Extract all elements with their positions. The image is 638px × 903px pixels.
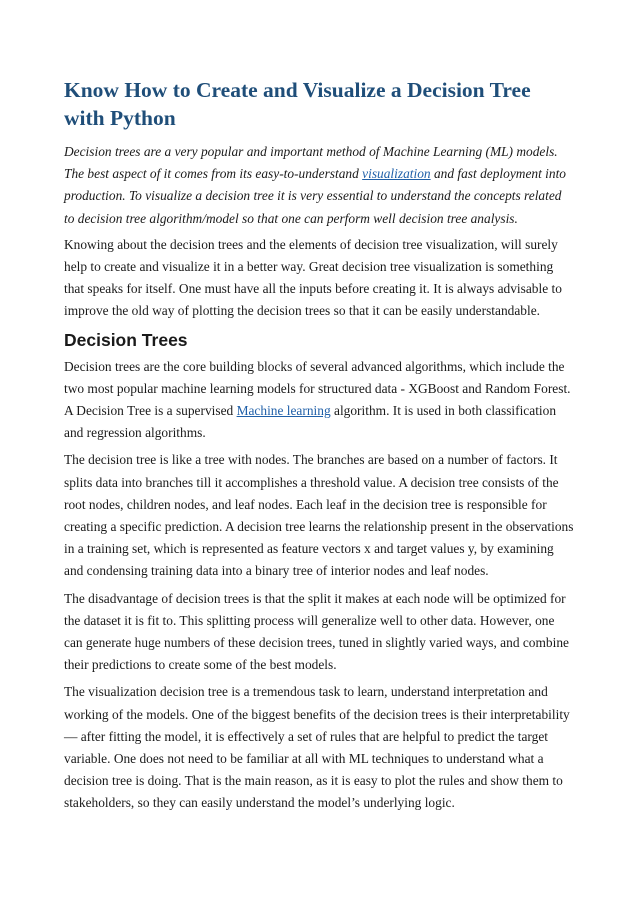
- paragraph-1: Knowing about the decision trees and the elements of decision tree visualization, will surely help to create and visualize it in a better way. Great decision tree visualization is something that speaks for itself. One must have all the inputs before creating it. It is always advisable to improve the old way of plotting the decision trees so that it can be easily understandable.: [64, 236, 562, 319]
- paragraph-5: The visualization decision tree is a tremendous task to learn, understand interpretation and working of the models. One of the biggest benefits of the decision trees is their interpretability — after fitting the model, it is effectively a set of rules that are helpful to predict the target variable. One does not need to be familiar at all with ML techniques to understand what a decision tree is doing. That is the main reason, as it is easy to plot the rules and show them to stakeholders, so they can easily understand the model’s underlying logic.: [64, 684, 570, 811]
- paragraph-2-before: Decision trees are the core building blocks of several advanced algorithms, which include the two most popular machine learning models for structured data - XGBoost and Random Forest. A Decision Tree is a supervised: [64, 358, 571, 419]
- paragraph-2-after: algorithm. It is used in both classification and regression algorithms.: [64, 403, 557, 441]
- paragraph-3: The decision tree is like a tree with nodes. The branches are based on a number of factors. It splits data into branches till it accomplishes a threshold value. A decision tree consists of the root nodes, children nodes, and leaf nodes. Each leaf in the decision tree is responsible for creating a specific prediction. A decision tree learns the relationship present in the observations in a training set, which is represented as feature vectors x and target values y, by examining and condensing training data into a binary tree of interior nodes and leaf nodes.: [64, 452, 574, 579]
- page-title: Know How to Create and Visualize a Decision Tree with Python: [64, 78, 531, 130]
- paragraph-4: The disadvantage of decision trees is that the split it makes at each node will be optimized for the dataset it is fit to. This splitting process will generalize well to other data. However, one can generate huge numbers of these decision trees, tuned in slightly varied ways, and combine their predictions to create some of the best models.: [64, 590, 569, 673]
- section-heading-decision-trees: Decision Trees: [64, 329, 188, 350]
- paragraph-2: [64, 356, 574, 445]
- document-page: [64, 76, 574, 820]
- intro-paragraph: [64, 141, 574, 230]
- intro-text-after: and fast deployment into production. To visualize a decision tree it is very essential to understand the concepts related to decision tree algorithm/model so that one can perform well decision tree analysis.: [64, 166, 566, 226]
- visualization-link[interactable]: visualization: [362, 166, 431, 182]
- machine-learning-link[interactable]: Machine learning: [236, 403, 331, 419]
- intro-text-before: Decision trees are a very popular and important method of Machine Learning (ML) models. The best aspect of it comes from its easy-to-understand: [64, 144, 558, 182]
